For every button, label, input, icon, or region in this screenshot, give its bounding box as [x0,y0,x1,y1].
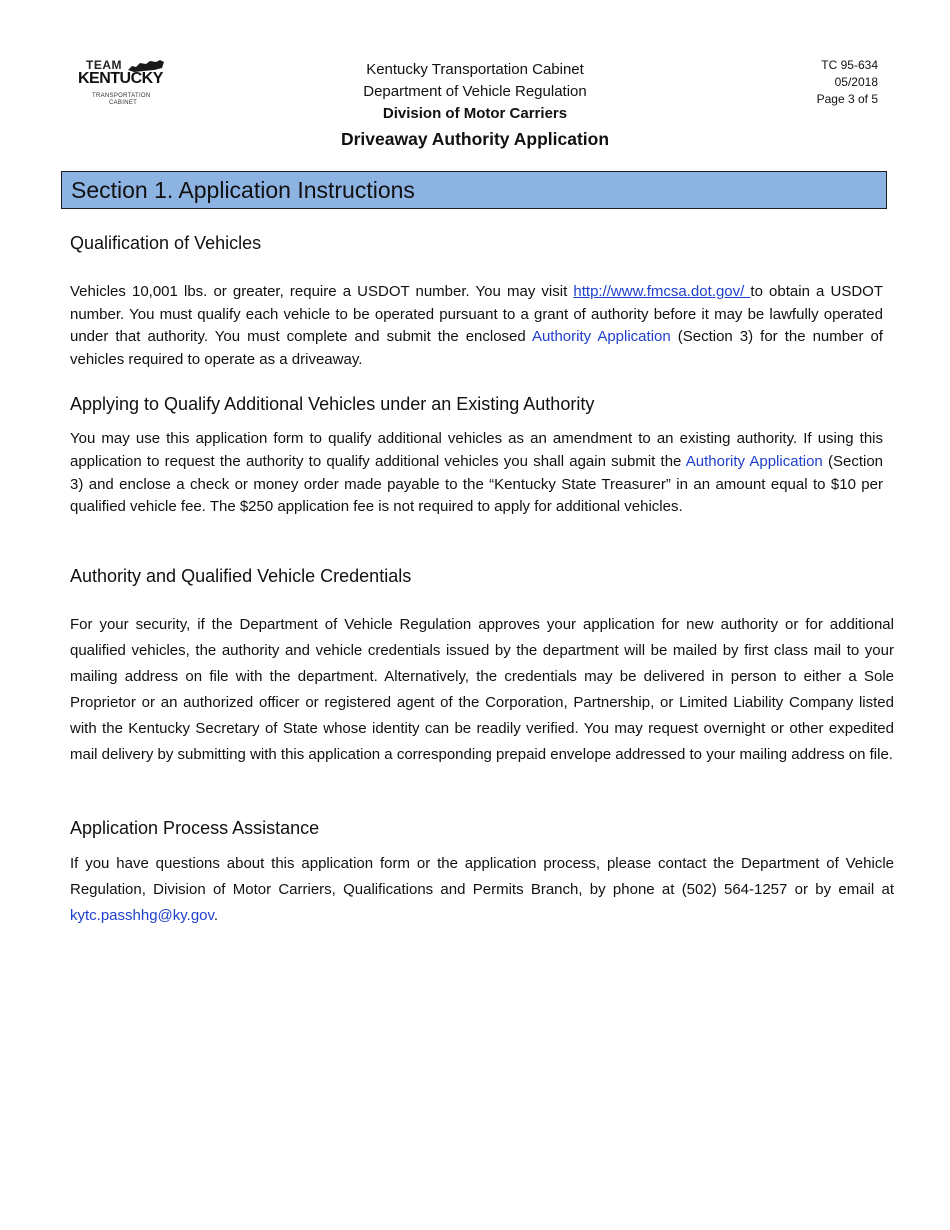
section-banner [61,171,887,209]
contact-email-link[interactable]: kytc.passhhg@ky.gov [70,907,214,924]
form-date: 05/2018 [834,75,878,89]
document-title: Driveaway Authority Application [340,129,610,149]
logo-kentucky-text: KENTUCKY [78,70,163,87]
qualification-text-a: Vehicles 10,001 lbs. or greater, require a USDOT number. You may visit [70,283,574,300]
assistance-text-a: If you have questions about this application form or the application process, please contact the Department of Vehicle Regulation, Division of Motor Carriers, Qualifications and Permits Branch, by phone at (502) 564-1257 or by email at [70,855,894,898]
document-header [250,59,700,150]
additional-vehicles-heading: Applying to Qualify Additional Vehicles under an Existing Authority [70,394,595,414]
form-info [817,57,878,108]
authority-application-link-2[interactable]: Authority Application [685,452,823,470]
logo-subtitle-line2: CABINET [109,100,138,106]
additional-vehicles-paragraph [70,428,883,519]
form-number: TC 95-634 [821,58,878,72]
credentials-heading: Authority and Qualified Vehicle Credentials [70,566,412,586]
additional-text-b: (Section 3) and enclose a check or money order made payable to the “Kentucky State Treasurer” in an amount equal to $10 per qualified vehicle fee. The $250 application fee is not required to apply for additional vehicles. [70,452,884,516]
page-number: Page 3 of 5 [816,92,878,106]
assistance-paragraph [70,851,894,929]
assistance-text-b: . [213,907,219,924]
logo-subtitle-line1: TRANSPORTATION [92,93,151,99]
fmcsa-link[interactable]: http://www.fmcsa.dot.gov/ [573,283,751,300]
additional-text-a: You may use this application form to qualify additional vehicles as an amendment to an existing authority. If using this application to request the authority to qualify additional vehicles you shall again submit the [70,430,883,470]
header-division: Division of Motor Carriers [382,105,568,122]
assistance-heading: Application Process Assistance [70,818,320,838]
qualification-text-c: (Section 3) for the number of vehicles required to operate as a driveaway. [70,328,883,369]
header-department: Department of Vehicle Regulation [363,83,587,100]
header-cabinet: Kentucky Transportation Cabinet [366,61,584,78]
qualification-text-b: to obtain a USDOT number. You must qualify each vehicle to be operated pursuant to a grant of authority before it may be lawfully operated under that authority. You must complete and submit the enclosed [70,283,883,346]
authority-application-link[interactable]: Authority Application [531,328,671,346]
credentials-paragraph: For your security, if the Department of Vehicle Regulation approves your application for new authority or for additional qualified vehicles, the authority and vehicle credentials issued by the department will be mailed by first class mail to your mailing address on file with the department. Alternatively, the credentials may be delivered in person to either a Sole Proprietor or an authorized officer or registered agent of the Corporation, Partnership, or Limited Liability Company listed with the Kentucky Secretary of State whose identity can be readily verified. You may request overnight or other expedited mail delivery by submitting with this application a corresponding prepaid envelope addressed to your mailing address on file. [70,616,894,763]
team-kentucky-logo [76,56,176,112]
section-title: Section 1. Application Instructions [71,177,415,203]
logo-team-text: TEAM [86,58,122,72]
qualification-heading: Qualification of Vehicles [70,233,262,253]
qualification-paragraph [70,281,883,372]
